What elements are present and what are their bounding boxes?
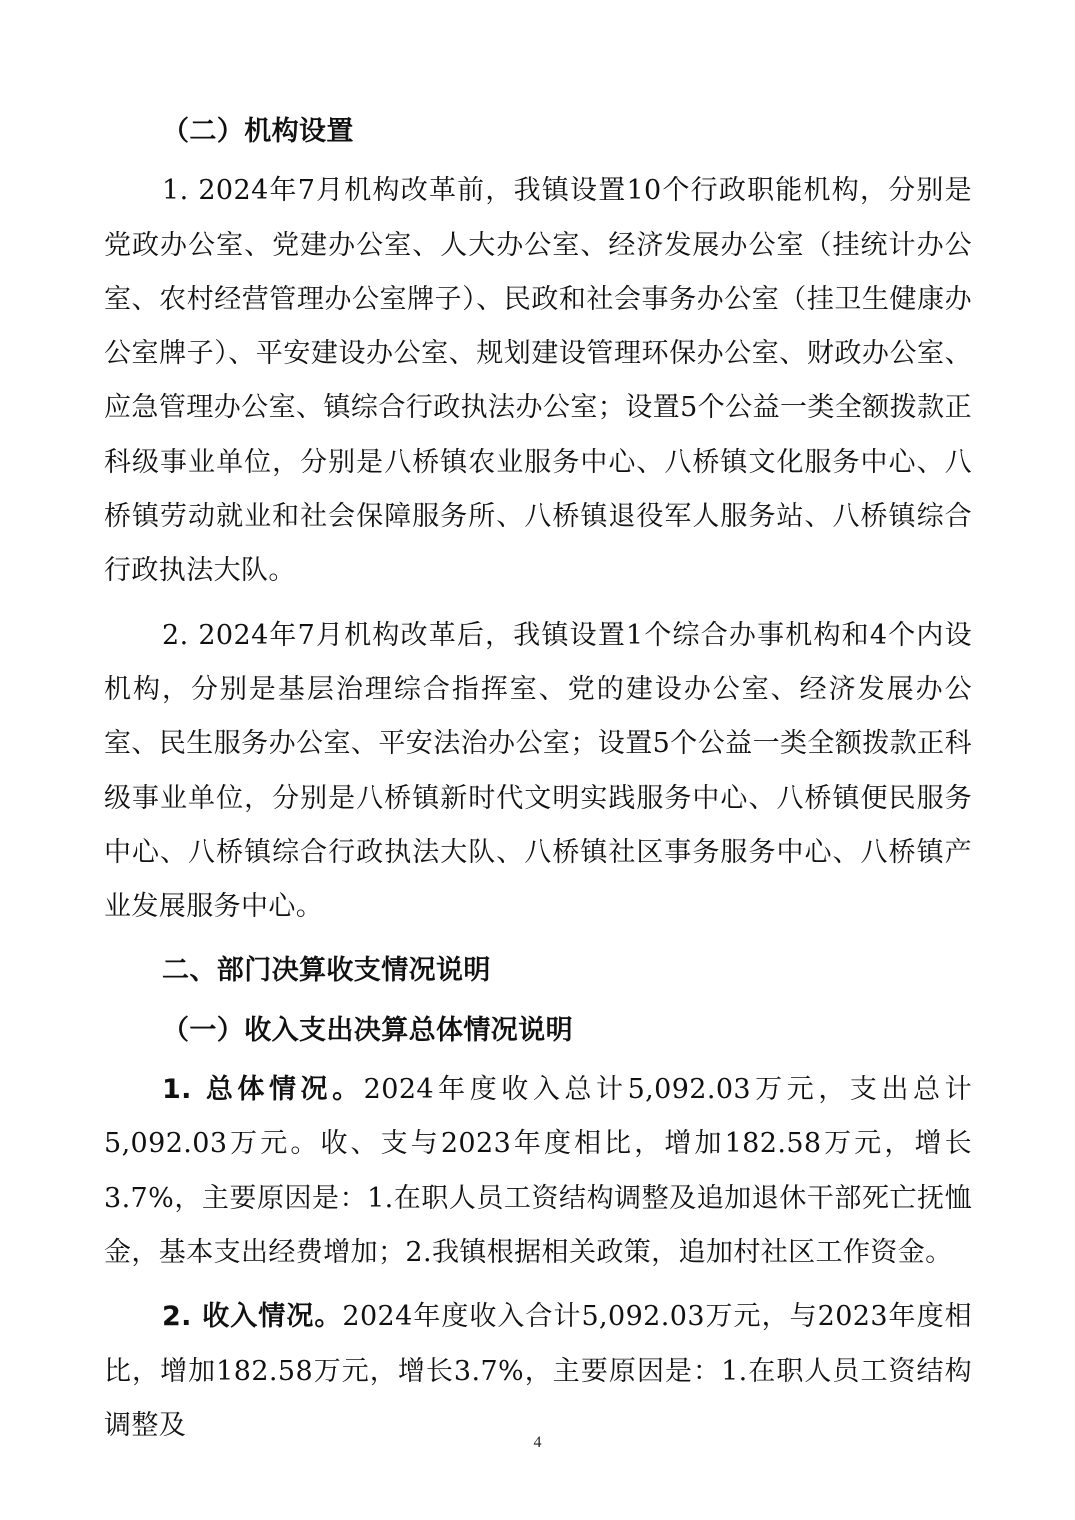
overall-text: 2024年度收入总计5,092.03万元，支出总计5,092.03万元。收、支与2023年度相比，增加182.58万元，增长3.7%，主要原因是：1.在职人员工资结构调整及追加退休干部死亡抚恤金，基本支出经费增加；2.我镇根据相关政策，追加村社区工作资金。: [104, 1074, 972, 1268]
main-heading-budget: 二、部门决算收支情况说明: [162, 955, 491, 987]
paragraph-income: [104, 1290, 972, 1453]
paragraph-after-reform: 2. 2024年7月机构改革后，我镇设置1个综合办事机构和4个内设机构，分别是基层治理综合指挥室、党的建设办公室、经济发展办公室、民生服务办公室、平安法治办公室；设置5个公益一类全额拨款正科级事业单位，分别是八桥镇新时代文明实践服务中心、八桥镇便民服务中心、八桥镇综合行政执法大队、八桥镇社区事务服务中心、八桥镇产业发展服务中心。: [104, 619, 972, 923]
document-page: [104, 105, 972, 1453]
sub-heading-overall: （一）收入支出决算总体情况说明: [162, 1014, 573, 1046]
section-heading-org-setup: （二）机构设置: [162, 116, 354, 147]
page-number: 4: [533, 1434, 542, 1451]
income-text: 2024年度收入合计5,092.03万元，与2023年度相比，增加182.58万元，增长3.7%，主要原因是：1.在职人员工资结构调整及: [104, 1301, 972, 1441]
overall-lead: 1. 总体情况。: [162, 1074, 364, 1106]
income-lead: 2. 收入情况。: [162, 1301, 343, 1333]
paragraph-overall: [104, 1063, 972, 1280]
paragraph-before-reform: 1. 2024年7月机构改革前，我镇设置10个行政职能机构，分别是党政办公室、党建办公室、人大办公室、经济发展办公室（挂统计办公室、农村经营管理办公室牌子）、民政和社会事务办公室（挂卫生健康办公室牌子）、平安建设办公室、规划建设管理环保办公室、财政办公室、应急管理办公室、镇综合行政执法办公室；设置5个公益一类全额拨款正科级事业单位，分别是八桥镇农业服务中心、八桥镇文化服务中心、八桥镇劳动就业和社会保障服务所、八桥镇退役军人服务站、八桥镇综合行政执法大队。: [104, 175, 972, 587]
